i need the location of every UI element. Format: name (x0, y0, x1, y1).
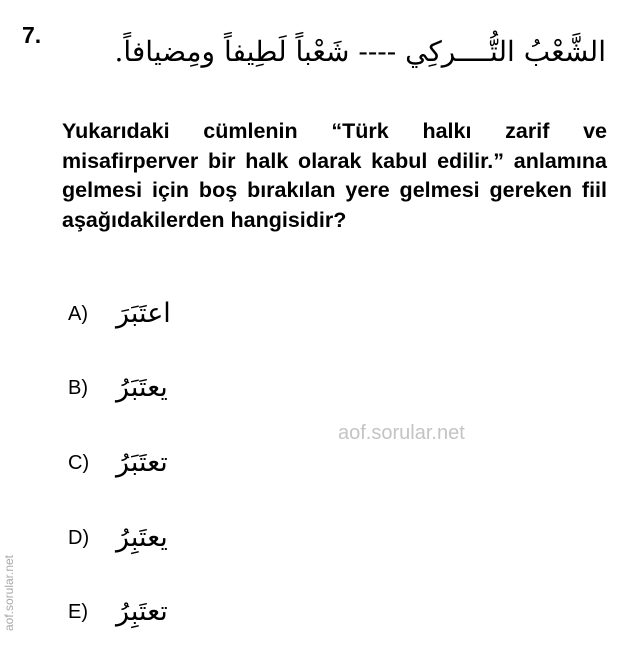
option-arabic: يعتَبِرُ (116, 522, 168, 553)
option-a[interactable] (68, 284, 268, 344)
option-letter: A) (68, 302, 88, 325)
option-arabic: اعتَبَرَ (116, 298, 171, 329)
option-letter: B) (68, 376, 88, 399)
option-letter: C) (68, 451, 90, 474)
arabic-sentence: الشَّعْبُ التُّــــركِي ---- شَعْباً لَطِيفاً ومِضيافاً. (114, 35, 606, 68)
question-text: Yukarıdaki cümlenin “Türk halkı zarif ve misafirperver bir halk olarak kabul edilir.” anlamına gelmesi için boş bırakılan yere gelmesi gereken fiil aşağıdakilerden hangisidir? (62, 119, 607, 232)
option-arabic: تعتَبَرُ (116, 447, 168, 478)
watermark-side: aof.sorular.net (2, 554, 16, 632)
option-e[interactable] (68, 582, 268, 642)
option-d[interactable] (68, 508, 268, 568)
option-b[interactable] (68, 358, 268, 418)
option-letter: D) (68, 526, 90, 549)
question-number: 7. (22, 22, 42, 48)
option-letter: E) (68, 600, 88, 623)
option-arabic: تعتَبِرُ (116, 596, 168, 627)
option-c[interactable] (68, 433, 268, 493)
option-arabic: يعتَبَرُ (116, 372, 168, 403)
watermark-center: aof.sorular.net (338, 422, 465, 444)
